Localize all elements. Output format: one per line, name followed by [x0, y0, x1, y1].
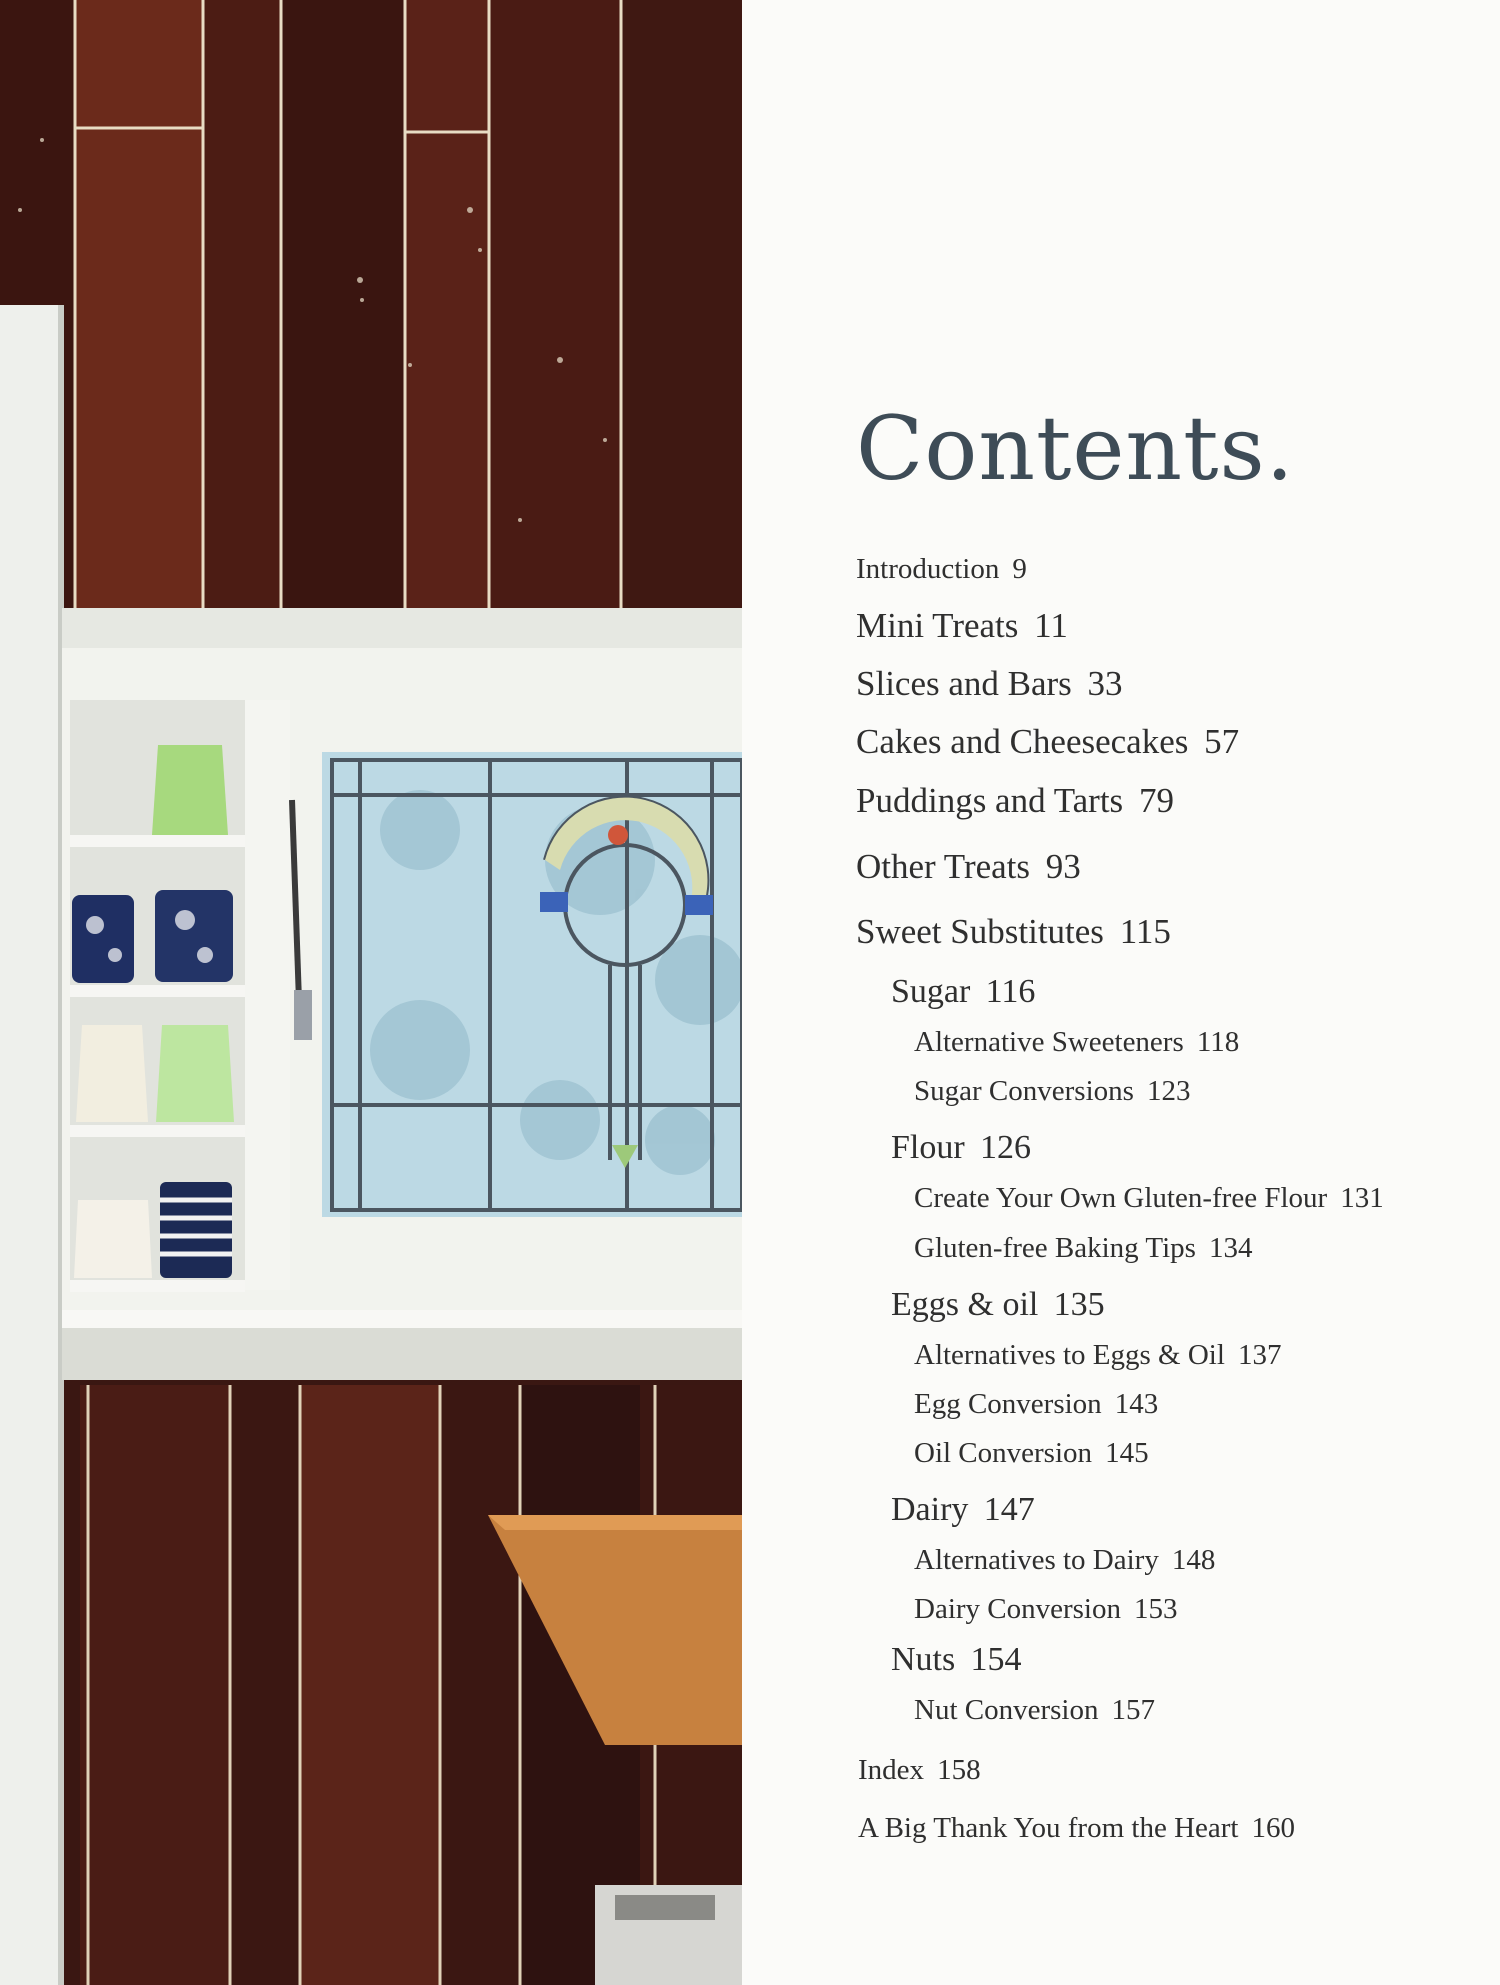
toc-entry-label: Oil Conversion: [914, 1437, 1093, 1469]
toc-entry-label: Mini Treats: [856, 606, 1019, 645]
toc-entry-other-treats[interactable]: [856, 849, 1081, 884]
toc-entry-introduction[interactable]: [856, 555, 1027, 584]
toc-entry-label: Create Your Own Gluten-free Flour: [914, 1182, 1328, 1214]
toc-entry-page: 143: [1114, 1388, 1159, 1420]
toc-entry-puddings-and-tarts[interactable]: [856, 783, 1174, 818]
toc-entry-label: Introduction: [856, 553, 1000, 585]
toc-entry-page: 153: [1134, 1593, 1178, 1625]
toc-entry-page: 160: [1251, 1812, 1296, 1844]
toc-entry-label: Alternative Sweeteners: [914, 1026, 1184, 1058]
toc-entry-page: 11: [1034, 606, 1068, 645]
toc-entry-label: Cakes and Cheesecakes: [856, 722, 1189, 761]
toc-entry-label: Egg Conversion: [914, 1388, 1102, 1420]
toc-entry-page: 135: [1053, 1286, 1105, 1323]
toc-entry-label: Eggs & oil: [891, 1286, 1039, 1323]
toc-entry-label: A Big Thank You from the Heart: [858, 1812, 1239, 1844]
toc-entry-nut-conversion[interactable]: [914, 1696, 1155, 1725]
toc-entry-gluten-free-baking-tips[interactable]: [914, 1234, 1252, 1263]
toc-entry-label: Sugar: [891, 973, 971, 1010]
toc-entry-sugar-conversions[interactable]: [914, 1077, 1190, 1106]
toc-entry-oil-conversion[interactable]: [914, 1439, 1149, 1468]
toc-entry-page: 137: [1237, 1339, 1282, 1371]
toc-entry-sugar[interactable]: [891, 975, 1035, 1009]
toc-entry-alternatives-to-eggs-and-oil[interactable]: [914, 1341, 1281, 1370]
toc-entry-page: 157: [1111, 1694, 1156, 1726]
toc-entry-sweet-substitutes[interactable]: [856, 914, 1171, 949]
toc-entry-label: Dairy: [891, 1491, 969, 1528]
toc-entry-page: 154: [970, 1641, 1022, 1678]
toc-entry-page: 148: [1171, 1544, 1216, 1576]
toc-entry-page: 57: [1204, 722, 1240, 761]
toc-entry-a-big-thank-you[interactable]: [858, 1814, 1295, 1843]
toc-entry-label: Slices and Bars: [856, 664, 1072, 703]
toc-entry-label: Alternatives to Eggs & Oil: [914, 1339, 1225, 1371]
contents-title: Contents.: [856, 397, 1295, 500]
toc-entry-page: 134: [1208, 1232, 1253, 1264]
toc-entry-dairy-conversion[interactable]: [914, 1595, 1178, 1624]
toc-entry-page: 126: [979, 1129, 1031, 1166]
toc-entry-page: 123: [1146, 1075, 1191, 1107]
toc-entry-alternative-sweeteners[interactable]: [914, 1028, 1239, 1057]
toc-entry-egg-conversion[interactable]: [914, 1390, 1158, 1419]
toc-entry-page: 79: [1138, 781, 1174, 820]
toc-entry-label: Flour: [891, 1129, 965, 1166]
toc-entry-page: 9: [1012, 553, 1027, 585]
toc-entry-label: Sugar Conversions: [914, 1075, 1134, 1107]
toc-entry-nuts[interactable]: [891, 1643, 1022, 1677]
toc-entry-index[interactable]: [858, 1756, 981, 1785]
toc-entry-page: 145: [1105, 1437, 1149, 1469]
toc-entry-page: 147: [983, 1491, 1035, 1528]
toc-entry-cakes-and-cheesecakes[interactable]: [856, 724, 1239, 759]
toc-entry-label: Sweet Substitutes: [856, 912, 1104, 951]
toc-entry-slices-and-bars[interactable]: [856, 666, 1123, 701]
toc-entry-label: Index: [858, 1754, 925, 1786]
toc-entry-flour[interactable]: [891, 1131, 1031, 1165]
toc-entry-page: 33: [1087, 664, 1123, 703]
toc-entry-label: Other Treats: [856, 847, 1031, 886]
toc-entry-label: Alternatives to Dairy: [914, 1544, 1159, 1576]
toc-entry-alternatives-to-dairy[interactable]: [914, 1546, 1215, 1575]
kitchen-photo: [0, 0, 742, 1985]
toc-entry-label: Puddings and Tarts: [856, 781, 1124, 820]
contents-page: [742, 0, 1500, 1985]
toc-entry-page: 118: [1196, 1026, 1240, 1058]
toc-entry-page: 116: [985, 973, 1036, 1010]
toc-entry-page: 93: [1045, 847, 1081, 886]
toc-entry-page: 115: [1119, 912, 1171, 951]
toc-entry-label: Dairy Conversion: [914, 1593, 1121, 1625]
toc-entry-page: 158: [937, 1754, 981, 1786]
toc-entry-dairy[interactable]: [891, 1493, 1035, 1527]
toc-entry-eggs-and-oil[interactable]: [891, 1288, 1105, 1322]
toc-entry-label: Gluten-free Baking Tips: [914, 1232, 1196, 1264]
toc-entry-page: 131: [1340, 1182, 1384, 1214]
toc-entry-label: Nuts: [891, 1641, 956, 1678]
toc-entry-mini-treats[interactable]: [856, 608, 1068, 643]
toc-entry-create-your-own-gluten-free-flour[interactable]: [914, 1184, 1384, 1213]
toc-entry-label: Nut Conversion: [914, 1694, 1099, 1726]
